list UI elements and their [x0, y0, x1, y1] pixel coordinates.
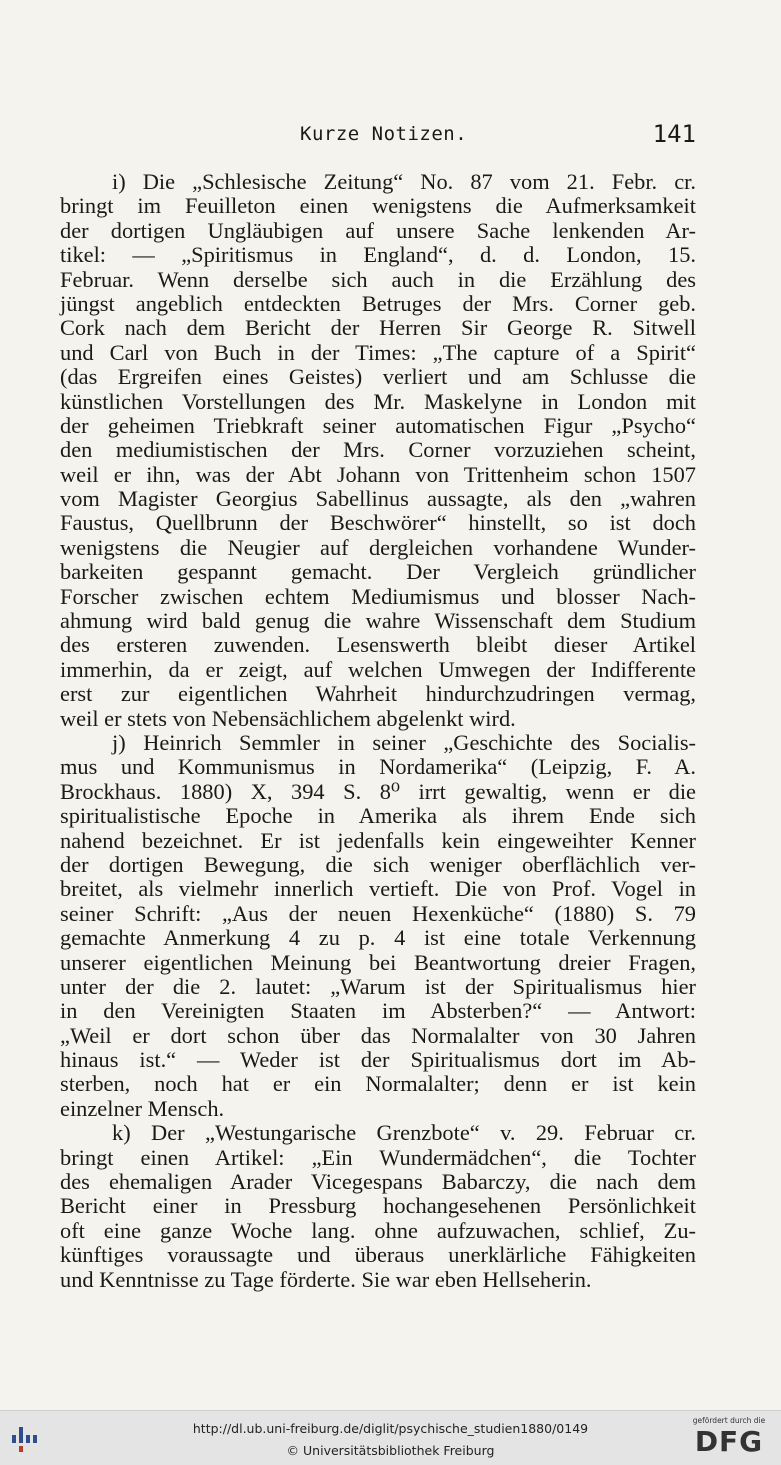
text-line: hinaus ist.“ — Weder ist der Spiritualismus dort im Ab- — [60, 1047, 696, 1073]
text-line: künstlichen Vorstellungen des Mr. Maskelyne in London mit — [60, 388, 696, 414]
text-line: der dortigen Bewegung, die sich weniger oberflächlich ver- — [60, 851, 696, 877]
text-line: Bericht einer in Pressburg hochangesehenen Persönlichkeit — [60, 1193, 696, 1219]
text-line: jüngst angeblich entdeckten Betruges der Mrs. Corner geb. — [60, 290, 696, 316]
text-line: Forscher zwischen echtem Mediumismus und blosser Nach- — [60, 583, 696, 609]
text-line: k) Der „Westungarische Grenzbote“ v. 29. Februar cr. — [112, 1120, 696, 1146]
text-line: des ersteren zuwenden. Lesenswerth bleibt dieser Artikel — [60, 632, 696, 658]
text-line: sterben, noch hat er ein Normalalter; denn er ist kein — [60, 1071, 696, 1097]
text-line: barkeiten gespannt gemacht. Der Vergleich gründlicher — [60, 559, 696, 585]
text-line: breitet, als vielmehr innerlich vertieft. Die von Prof. Vogel in — [60, 876, 696, 902]
text-line: künftiges voraussagte und überaus unerklärliche Fähigkeiten — [60, 1242, 696, 1268]
text-line: bringt einen Artikel: „Ein Wundermädchen“, die Tochter — [60, 1144, 696, 1170]
text-line: weil er ihn, was der Abt Johann von Trittenheim schon 1507 — [60, 461, 696, 487]
text-line: bringt im Feuilleton einen wenigstens die Aufmerksamkeit — [60, 193, 696, 219]
text-line: immerhin, da er zeigt, auf welchen Umwegen der Indifferente — [60, 656, 696, 682]
dfg-logo[interactable] — [687, 1416, 771, 1460]
running-head-title: Kurze Notizen. — [300, 123, 468, 145]
text-line: Faustus, Quellbrunn der Beschwörer“ hinstellt, so ist doch — [60, 510, 696, 536]
text-line: mus und Kommunismus in Nordamerika“ (Leipzig, F. A. — [60, 754, 696, 780]
text-line: und Kenntnisse zu Tage förderte. Sie war eben Hellseherin. — [60, 1266, 592, 1292]
source-url-link[interactable]: http://dl.ub.uni-freiburg.de/diglit/psychische_studien1880/0149 — [192, 1421, 589, 1436]
text-line: seiner Schrift: „Aus der neuen Hexenküche“ (1880) S. 79 — [60, 900, 696, 926]
text-line: wenigstens die Neugier auf dergleichen vorhandene Wunder- — [60, 534, 696, 560]
text-line: in den Vereinigten Staaten im Absterben?“ — Antwort: — [60, 998, 696, 1024]
text-line: den mediumistischen der Mrs. Corner vorzuziehen scheint, — [60, 437, 696, 463]
text-line: unserer eigentlichen Meinung bei Beantwortung dreier Fragen, — [60, 949, 696, 975]
text-line: gemachte Anmerkung 4 zu p. 4 ist eine totale Verkennung — [60, 925, 696, 951]
page-number: 141 — [652, 120, 696, 148]
text-line: spiritualistische Epoche in Amerika als ihrem Ende sich — [60, 803, 696, 829]
dfg-caption: gefördert durch die — [692, 1416, 766, 1425]
text-line: Februar. Wenn derselbe sich auch in die Erzählung des — [60, 266, 696, 292]
text-line: tikel: — „Spiritismus in England“, d. d. London, 15. — [60, 242, 696, 268]
text-line: ahmung wird bald genug die wahre Wissenschaft dem Studium — [60, 608, 696, 634]
body-text — [60, 170, 696, 1292]
text-line: einzelner Mensch. — [60, 1095, 225, 1121]
dfg-mark: DFG — [694, 1425, 764, 1458]
text-line: erst zur eigentlichen Wahrheit hindurchzudringen vermag, — [60, 681, 696, 707]
text-line: Cork nach dem Bericht der Herren Sir George R. Sitwell — [60, 315, 696, 341]
text-line: der dortigen Ungläubigen auf unsere Sache lenkenden Ar- — [60, 217, 696, 243]
text-line: Brockhaus. 1880) X, 394 S. 8⁰ irrt gewaltig, wenn er die — [60, 778, 696, 804]
text-line: oft eine ganze Woche lang. ohne aufzuwachen, schlief, Zu- — [60, 1217, 696, 1243]
copyright-notice: © Universitätsbibliothek Freiburg — [286, 1443, 495, 1458]
text-line: des ehemaligen Arader Vicegespans Babarczy, die nach dem — [60, 1169, 696, 1195]
text-line: unter der die 2. lautet: „Warum ist der Spiritualismus hier — [60, 973, 696, 999]
text-line: und Carl von Buch in der Times: „The capture of a Spirit“ — [60, 339, 696, 365]
text-line: i) Die „Schlesische Zeitung“ No. 87 vom 21. Febr. cr. — [112, 169, 696, 194]
text-line: „Weil er dort schon über das Normalalter von 30 Jahren — [60, 1022, 696, 1048]
text-line: j) Heinrich Semmler in seiner „Geschichte des Socialis- — [112, 729, 696, 755]
text-line: der geheimen Triebkraft seiner automatischen Figur „Psycho“ — [60, 412, 696, 438]
running-head — [60, 120, 696, 154]
viewer-footer — [0, 1410, 781, 1465]
text-line: nahend bezeichnet. Er ist jedenfalls kein eingeweihter Kenner — [60, 827, 696, 853]
text-line: vom Magister Georgius Sabellinus aussagte, als den „wahren — [60, 486, 696, 512]
text-line: (das Ergreifen eines Geistes) verliert und am Schlusse die — [60, 364, 696, 390]
text-line: weil er stets von Nebensächlichem abgelenkt wird. — [60, 705, 516, 731]
